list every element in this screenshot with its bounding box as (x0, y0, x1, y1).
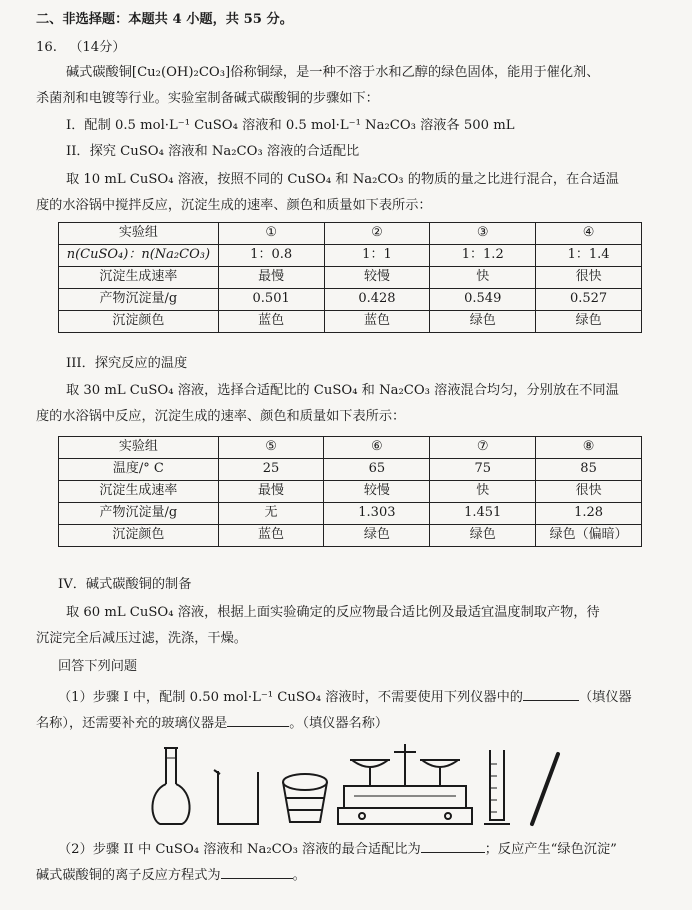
step1-text: I．配制 0.5 mol·L⁻¹ CuSO₄ 溶液和 0.5 mol·L⁻¹ Na₂CO₃ 溶液各 500 mL (66, 118, 515, 133)
table-row (59, 267, 642, 289)
table-cell: 1.303 (324, 503, 430, 525)
table-cell: ② (324, 223, 430, 245)
table-row (59, 437, 642, 459)
table-row (59, 459, 642, 481)
q2-line-1 (0, 838, 692, 860)
table-cell: 蓝色 (218, 525, 324, 547)
table-cell: 1.28 (536, 503, 642, 525)
step2-desc-1: 取 10 mL CuSO₄ 溶液，按照不同的 CuSO₄ 和 Na₂CO₃ 的物质的量之比进行混合，在合适温 (66, 172, 619, 187)
table-row (59, 223, 642, 245)
table-cell: 较慢 (324, 267, 430, 289)
q1-text-1: （1）步骤 I 中，配制 0.50 mol·L⁻¹ CuSO₄ 溶液时，不需要使用下列仪器中的 (58, 690, 523, 705)
table-cell: 产物沉淀量/g (59, 503, 219, 525)
q1-answer-blank-2[interactable] (227, 712, 289, 727)
table-cell: 实验组 (59, 223, 219, 245)
table-cell: 很快 (536, 481, 642, 503)
table-cell: ⑥ (324, 437, 430, 459)
table-cell: 蓝色 (218, 311, 324, 333)
table-cell: 0.527 (536, 289, 642, 311)
q2-answer-blank-1[interactable] (421, 838, 485, 853)
q2-answer-blank-2[interactable] (221, 864, 293, 879)
q2-text-1: （2）步骤 II 中 CuSO₄ 溶液和 Na₂CO₃ 溶液的最合适配比为 (58, 842, 421, 857)
table-cell: 沉淀颜色 (59, 525, 219, 547)
table-cell: 0.549 (430, 289, 536, 311)
table-cell: 快 (430, 481, 536, 503)
table-cell: 25 (218, 459, 324, 481)
temperature-table (58, 436, 642, 547)
intro-line-2: 杀菌剂和电镀等行业。实验室制备碱式碳酸铜的步骤如下： (36, 91, 379, 106)
q2-text-4: 。 (292, 868, 306, 883)
q1-answer-blank-1[interactable] (523, 686, 579, 701)
table-cell: 1：1.2 (430, 245, 536, 267)
table-cell: ⑦ (430, 437, 536, 459)
step4-desc-2: 沉淀完全后减压过滤，洗涤，干燥。 (36, 631, 247, 646)
step2-desc-2: 度的水浴锅中搅拌反应，沉淀生成的速率、颜色和质量如下表所示： (36, 198, 432, 213)
table-cell: 绿色 (430, 311, 536, 333)
step2-title: II．探究 CuSO₄ 溶液和 Na₂CO₃ 溶液的合适配比 (66, 144, 360, 159)
table-cell: 75 (430, 459, 536, 481)
table-row (59, 311, 642, 333)
intro-line-1: 碱式碳酸铜[Cu₂(OH)₂CO₃]俗称铜绿，是一种不溶于水和乙醇的绿色固体，能用于催化剂、 (66, 65, 600, 80)
q1-line-1 (0, 686, 692, 708)
table-cell: 0.428 (324, 289, 430, 311)
table-cell: 很快 (536, 267, 642, 289)
table-cell: ⑤ (218, 437, 324, 459)
table-cell: ③ (430, 223, 536, 245)
table-cell: 1：1.4 (536, 245, 642, 267)
table-cell: 0.501 (218, 289, 324, 311)
table-row (59, 481, 642, 503)
table-cell: ① (218, 223, 324, 245)
q2-text-2: ；反应产生“绿色沉淀” (484, 842, 617, 857)
q1-text-4: 。（填仪器名称） (289, 716, 389, 731)
table-row (59, 525, 642, 547)
table-cell: 绿色 (536, 311, 642, 333)
table-cell: 最慢 (218, 481, 324, 503)
table-cell: 1：0.8 (218, 245, 324, 267)
table-cell: 沉淀颜色 (59, 311, 219, 333)
question-points: （14分） (69, 40, 126, 55)
step3-title: III．探究反应的温度 (66, 356, 188, 371)
table-cell: 快 (430, 267, 536, 289)
table-cell: n(CuSO₄)：n(Na₂CO₃) (59, 245, 219, 267)
table-cell: ④ (536, 223, 642, 245)
glass-rod-icon (532, 754, 558, 824)
question-number: 16. (36, 40, 57, 55)
table-cell: 85 (536, 459, 642, 481)
table-cell: 65 (324, 459, 430, 481)
step3-desc-2: 度的水浴锅中反应，沉淀生成的速率、颜色和质量如下表所示： (36, 409, 406, 424)
apparatus-figure (140, 740, 570, 828)
step3-desc-1: 取 30 mL CuSO₄ 溶液，选择合适配比的 CuSO₄ 和 Na₂CO₃ 溶液混合均匀，分别放在不同温 (66, 383, 619, 398)
table-cell: 绿色（偏暗） (536, 525, 642, 547)
table-cell: 蓝色 (324, 311, 430, 333)
table-cell: 沉淀生成速率 (59, 267, 219, 289)
q1-line-2 (0, 712, 692, 734)
table-cell: 绿色 (324, 525, 430, 547)
table-cell: 实验组 (59, 437, 219, 459)
volumetric-flask-icon (152, 748, 189, 824)
beaker-icon (214, 770, 258, 824)
table-row (59, 245, 642, 267)
q1-text-3: 名称），还需要补充的玻璃仪器是 (36, 716, 228, 731)
step4-title: IV．碱式碳酸铜的制备 (58, 577, 192, 592)
table-cell: 1：1 (324, 245, 430, 267)
table-row (59, 289, 642, 311)
table-cell: ⑧ (536, 437, 642, 459)
table-cell: 1.451 (430, 503, 536, 525)
q2-text-3: 碱式碳酸铜的离子反应方程式为 (36, 868, 221, 883)
table-cell: 最慢 (218, 267, 324, 289)
table-cell: 无 (218, 503, 324, 525)
q1-text-2: （填仪器 (579, 690, 632, 705)
step4-desc-1: 取 60 mL CuSO₄ 溶液，根据上面实验确定的反应物最合适比例及最适宜温度制取产物，待 (66, 605, 600, 620)
section-header: 二、非选择题：本题共 4 小题，共 55 分。 (36, 12, 293, 27)
table-cell: 较慢 (324, 481, 430, 503)
table-row (59, 503, 642, 525)
graduated-cylinder-icon (484, 750, 510, 824)
question-heading (0, 38, 692, 58)
table-cell: 绿色 (430, 525, 536, 547)
answer-prompt: 回答下列问题 (58, 659, 138, 674)
balance-icon (338, 744, 472, 824)
table-cell: 温度/° C (59, 459, 219, 481)
table-cell: 产物沉淀量/g (59, 289, 219, 311)
table-cell: 沉淀生成速率 (59, 481, 219, 503)
q2-line-2 (0, 864, 692, 886)
ratio-table (58, 222, 642, 333)
crucible-icon (283, 774, 327, 822)
